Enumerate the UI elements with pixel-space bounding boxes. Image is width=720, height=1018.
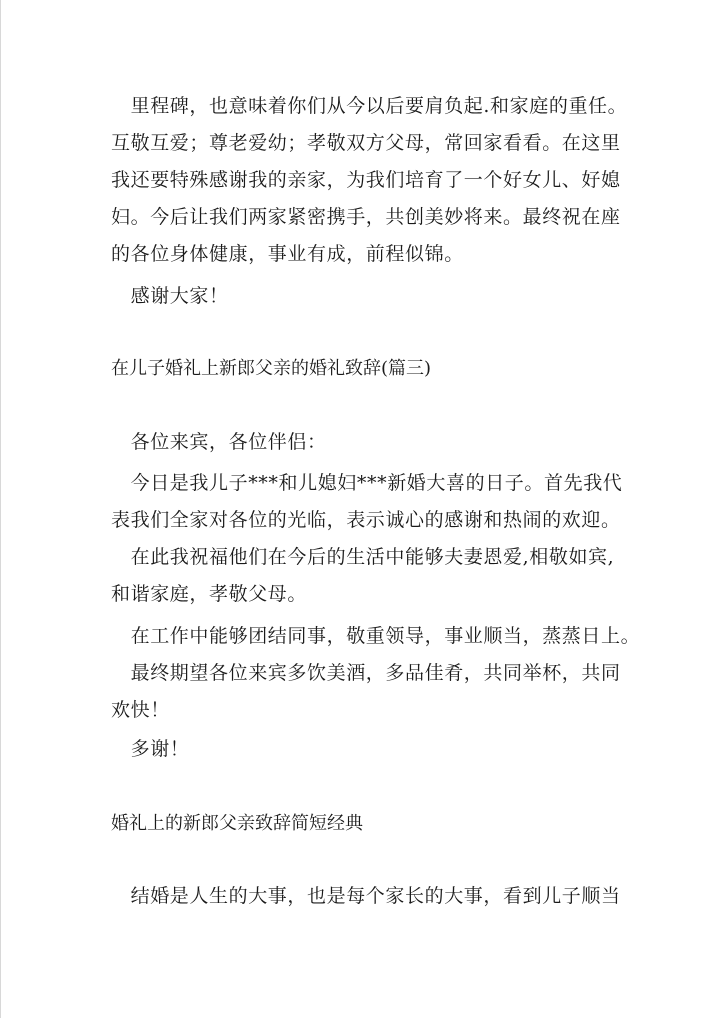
paragraph-line: 我还要特殊感谢我的亲家，为我们培育了一个好女儿、好媳 bbox=[111, 169, 621, 191]
paragraph-line: 和谐家庭，孝敬父母。 bbox=[111, 583, 308, 605]
paragraph-line: 最终期望各位来宾多饮美酒，多品佳肴，共同举杯，共同 bbox=[111, 662, 621, 684]
paragraph-line: 多谢！ bbox=[111, 738, 190, 760]
paragraph-line: 各位来宾，各位伴侣： bbox=[111, 431, 327, 453]
section-heading: 在儿子婚礼上新郎父亲的婚礼致辞(篇三) bbox=[111, 358, 432, 379]
paragraph-line: 妇。今后让我们两家紧密携手，共创美妙将来。最终祝在座 bbox=[111, 206, 621, 228]
paragraph-line: 今日是我儿子***和儿媳妇***新婚大喜的日子。首先我代 bbox=[111, 472, 623, 494]
paragraph-line: 在工作中能够团结同事，敬重领导，事业顺当，蒸蒸日上。 bbox=[111, 625, 641, 647]
paragraph-line: 的各位身体健康，事业有成，前程似锦。 bbox=[111, 243, 464, 265]
paragraph-line: 表我们全家对各位的光临，表示诚心的感谢和热闹的欢迎。 bbox=[111, 509, 621, 531]
paragraph-line: 互敬互爱；尊老爱幼；孝敬双方父母，常回家看看。在这里 bbox=[111, 132, 621, 154]
paragraph-line: 里程碑，也意味着你们从今以后要肩负起.和家庭的重任。 bbox=[111, 95, 628, 117]
paragraph-line: 在此我祝福他们在今后的生活中能够夫妻恩爱,相敬如宾, bbox=[111, 546, 615, 568]
paragraph-line: 感谢大家！ bbox=[111, 285, 229, 307]
paragraph-line: 结婚是人生的大事，也是每个家长的大事，看到儿子顺当 bbox=[111, 885, 621, 907]
paragraph-line: 欢快！ bbox=[111, 699, 170, 721]
section-heading: 婚礼上的新郎父亲致辞简短经典 bbox=[111, 813, 363, 834]
